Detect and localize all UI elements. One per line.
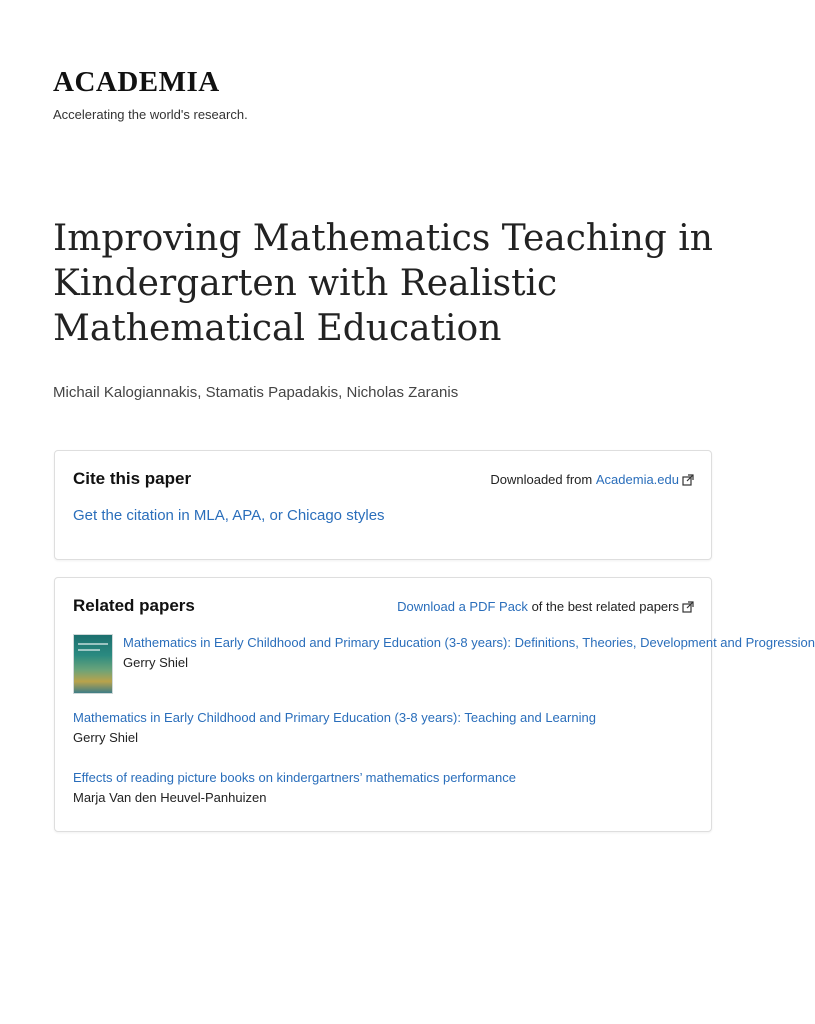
paper-authors: Michail Kalogiannakis, Stamatis Papadakis, Nicholas Zaranis bbox=[53, 384, 459, 401]
academia-edu-link[interactable]: Academia.edu bbox=[595, 472, 679, 487]
related-item-title[interactable]: Mathematics in Early Childhood and Primary Education (3-8 years): Teaching and Learning bbox=[73, 710, 596, 725]
related-item bbox=[73, 710, 694, 745]
tagline: Accelerating the world's research. bbox=[53, 107, 248, 122]
related-item bbox=[73, 770, 694, 805]
cite-heading: Cite this paper bbox=[73, 469, 192, 488]
related-item-title[interactable]: Mathematics in Early Childhood and Primary Education (3-8 years): Definitions, Theories, Development and Progression bbox=[123, 635, 815, 650]
pdf-pack-suffix: of the best related papers bbox=[531, 599, 679, 614]
external-link-icon[interactable] bbox=[682, 474, 694, 486]
downloaded-from bbox=[490, 472, 694, 487]
pdf-pack bbox=[397, 599, 694, 614]
paper-title: Improving Mathematics Teaching in Kindergarten with Realistic Mathematical Education bbox=[53, 218, 713, 349]
external-link-icon[interactable] bbox=[682, 601, 694, 613]
citation-styles-link[interactable]: Get the citation in MLA, APA, or Chicago styles bbox=[73, 507, 385, 524]
related-item bbox=[123, 635, 815, 670]
related-item-author: Gerry Shiel bbox=[73, 730, 139, 745]
related-item-author: Marja Van den Heuvel-Panhuizen bbox=[73, 790, 267, 805]
related-papers-card bbox=[54, 577, 815, 832]
related-heading: Related papers bbox=[73, 596, 195, 615]
paper-thumbnail[interactable] bbox=[73, 634, 113, 694]
related-item-author: Gerry Shiel bbox=[123, 655, 189, 670]
downloaded-prefix: Downloaded from bbox=[490, 472, 593, 487]
academia-logo[interactable]: ACADEMIA bbox=[53, 66, 220, 98]
related-item-title[interactable]: Effects of reading picture books on kindergartners’ mathematics performance bbox=[73, 770, 516, 785]
pdf-pack-link[interactable]: Download a PDF Pack bbox=[397, 599, 528, 614]
cite-card bbox=[54, 450, 712, 560]
